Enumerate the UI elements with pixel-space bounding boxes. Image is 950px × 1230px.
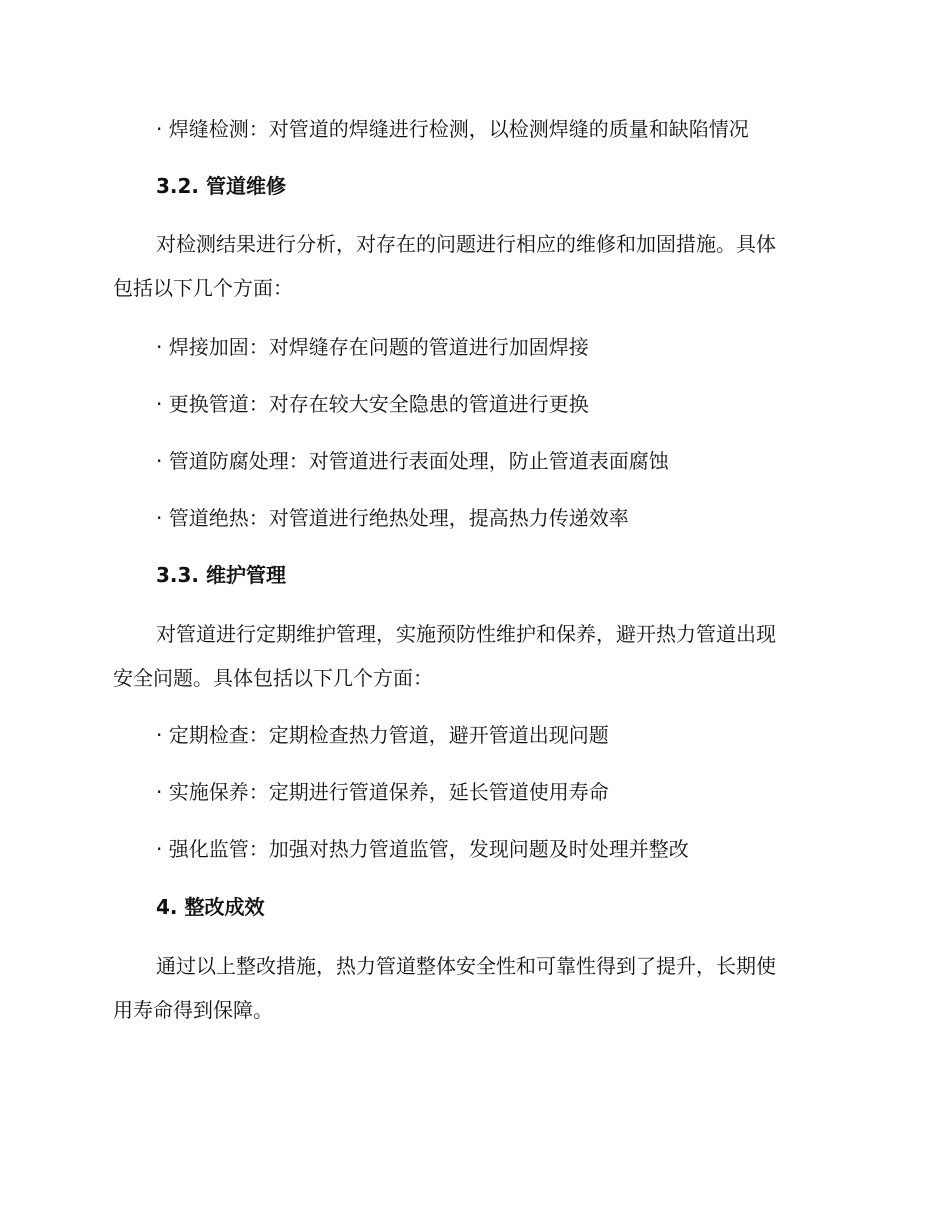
bullet-weld-reinforce: · 焊接加固：对焊缝存在问题的管道进行加固焊接 xyxy=(156,335,589,359)
bullet-supervision: · 强化监管：加强对热力管道监管，发现问题及时处理并整改 xyxy=(156,837,689,861)
paragraph-3-2-line-2: 包括以下几个方面： xyxy=(113,276,293,300)
section-heading-3-3: 3.3. 维护管理 xyxy=(156,563,286,587)
paragraph-3-3-line-1: 对管道进行定期维护管理，实施预防性维护和保养，避开热力管道出现 xyxy=(156,622,776,646)
paragraph-4-line-1: 通过以上整改措施，热力管道整体安全性和可靠性得到了提升，长期使 xyxy=(156,954,776,978)
bullet-weld-inspection: · 焊缝检测：对管道的焊缝进行检测，以检测焊缝的质量和缺陷情况 xyxy=(156,117,749,141)
paragraph-3-3-line-2: 安全问题。具体包括以下几个方面： xyxy=(113,666,433,690)
bullet-insulation: · 管道绝热：对管道进行绝热处理，提高热力传递效率 xyxy=(156,506,629,530)
bullet-maintenance: · 实施保养：定期进行管道保养，延长管道使用寿命 xyxy=(156,780,609,804)
bullet-replace-pipe: · 更换管道：对存在较大安全隐患的管道进行更换 xyxy=(156,392,589,416)
paragraph-3-2-line-1: 对检测结果进行分析，对存在的问题进行相应的维修和加固措施。具体 xyxy=(156,232,776,256)
section-heading-3-2: 3.2. 管道维修 xyxy=(156,174,286,198)
bullet-regular-check: · 定期检查：定期检查热力管道，避开管道出现问题 xyxy=(156,723,609,747)
section-heading-4: 4. 整改成效 xyxy=(156,895,265,919)
bullet-anticorrosion: · 管道防腐处理：对管道进行表面处理，防止管道表面腐蚀 xyxy=(156,449,669,473)
paragraph-4-line-2: 用寿命得到保障。 xyxy=(113,998,273,1022)
